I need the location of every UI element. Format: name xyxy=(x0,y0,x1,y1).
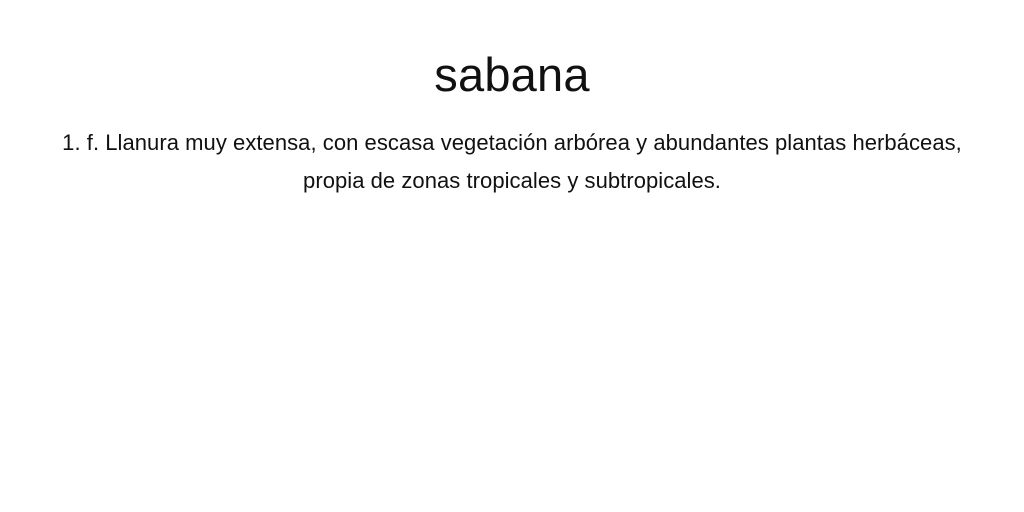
entry-definition: 1. f. Llanura muy extensa, con escasa vegetación arbórea y abundantes plantas herbáceas, propia de zonas tropicales y subtropicales. xyxy=(62,130,962,193)
dictionary-entry xyxy=(52,48,972,200)
entry-headword: sabana xyxy=(434,48,590,101)
